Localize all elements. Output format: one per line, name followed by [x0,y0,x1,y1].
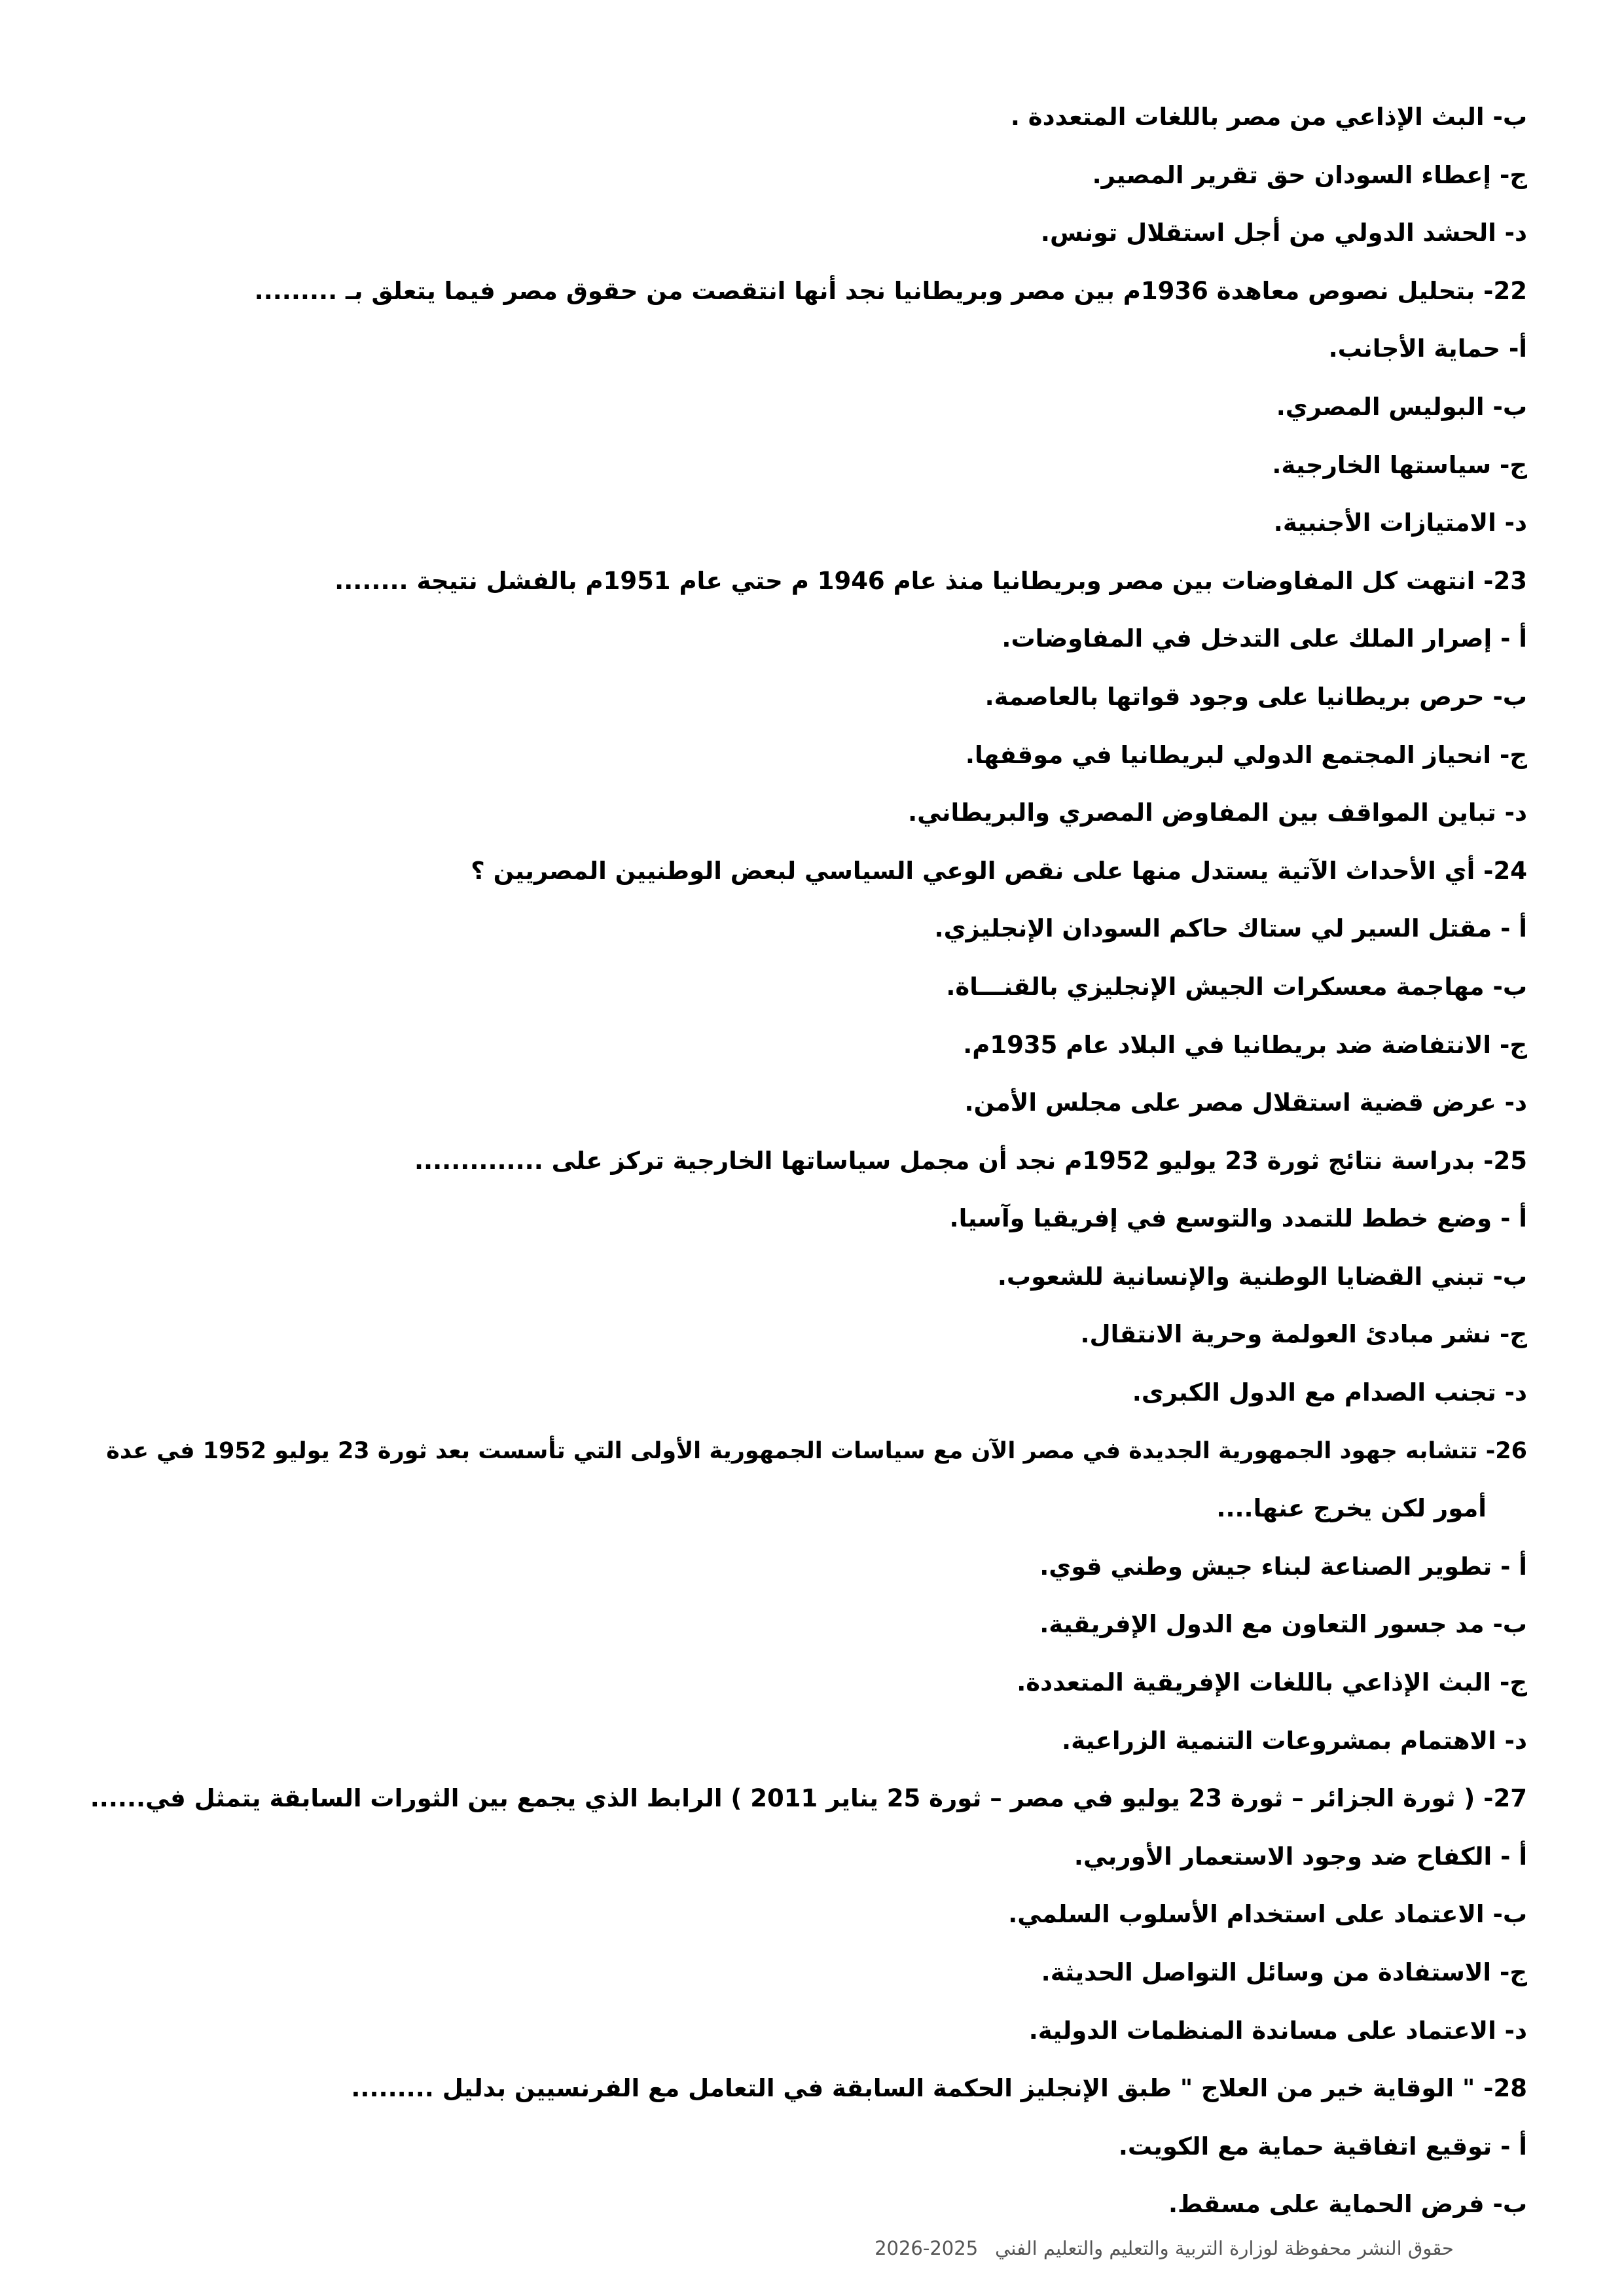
question-24: 24- أي الأحداث الآتية يستدل منها على نقص الوعي السياسي لبعض الوطنيين المصريين ؟ [471,856,1527,885]
option-b: ب- تبني القضايا الوطنية والإنسانية للشعوب. [997,1262,1527,1291]
option-b: ب- البث الإذاعي من مصر باللغات المتعددة . [1010,103,1527,131]
option-a: أ- حماية الأجانب. [1328,334,1527,363]
option-b: ب- فرض الحماية على مسقط. [1168,2190,1527,2219]
exam-page [87,88,1527,2234]
option-d: د- الامتيازات الأجنبية. [1273,509,1527,537]
option-c: ج- الاستفادة من وسائل التواصل الحديثة. [1041,1958,1527,1986]
option-d: د- الاعتماد على مساندة المنظمات الدولية. [1028,2016,1527,2045]
option-c: ج- إعطاء السودان حق تقرير المصير. [1092,160,1527,189]
option-a: أ - إصرار الملك على التدخل في المفاوضات. [1001,624,1527,653]
option-d: د- تباين المواقف بين المفاوض المصري والبريطاني. [908,798,1527,827]
question-26-continuation: أمور لكن يخرج عنها.... [1216,1494,1487,1523]
question-22: 22- بتحليل نصوص معاهدة 1936م بين مصر وبريطانيا نجد أنها انتقصت من حقوق مصر فيما يتعلق بـ ......... [254,276,1527,305]
question-28: 28- " الوقاية خير من العلاج " طبق الإنجليز الحكمة السابقة في التعامل مع الفرنسيين بدليل ......... [351,2074,1527,2103]
option-a: أ - توقيع اتفاقية حماية مع الكويت. [1118,2132,1527,2161]
copyright-text: حقوق النشر محفوظة لوزارة التربية والتعليم والتعليم الفني [995,2237,1454,2259]
option-b: ب- حرص بريطانيا على وجود قواتها بالعاصمة. [984,682,1527,711]
option-b: ب- مهاجمة معسكرات الجيش الإنجليزي بالقنـــاة. [946,972,1527,1001]
option-a: أ - تطوير الصناعة لبناء جيش وطني قوي. [1039,1552,1527,1581]
question-25: 25- بدراسة نتائج ثورة 23 يوليو 1952م نجد أن مجمل سياساتها الخارجية تركز على .............. [414,1146,1527,1175]
option-d: د- الاهتمام بمشروعات التنمية الزراعية. [1062,1726,1527,1755]
academic-year: 2025-2026 [875,2237,979,2259]
option-c: ج- نشر مبادئ العولمة وحرية الانتقال. [1080,1320,1527,1349]
question-26: 26- تتشابه جهود الجمهورية الجديدة في مصر الآن مع سياسات الجمهورية الأولى التي تأسست بعد ثورة 23 يوليو 1952 في عدة [106,1437,1527,1464]
question-23: 23- انتهت كل المفاوضات بين مصر وبريطانيا منذ عام 1946 م حتي عام 1951م بالفشل نتيجة ........ [334,566,1527,595]
option-d: د- عرض قضية استقلال مصر على مجلس الأمن. [964,1088,1527,1117]
option-a: أ - الكفاح ضد وجود الاستعمار الأوربي. [1074,1842,1527,1871]
option-c: ج- البث الإذاعي باللغات الإفريقية المتعددة. [1017,1668,1527,1697]
option-a: أ - وضع خطط للتمدد والتوسع في إفريقيا وآسيا. [949,1204,1527,1233]
option-b: ب- الاعتماد على استخدام الأسلوب السلمي. [1008,1900,1527,1929]
option-c: ج- سياستها الخارجية. [1272,450,1527,479]
option-b: ب- مد جسور التعاون مع الدول الإفريقية. [1039,1610,1527,1639]
option-c: ج- انحياز المجتمع الدولي لبريطانيا في موقفها. [965,740,1527,769]
question-27: 27- ( ثورة الجزائر – ثورة 23 يوليو في مصر – ثورة 25 يناير 2011 ) الرابط الذي يجمع بين الثورات السابقة يتمثل في...... [90,1784,1527,1813]
option-b: ب- البوليس المصري. [1276,392,1527,421]
option-a: أ - مقتل السير لي ستاك حاكم السودان الإنجليزي. [934,914,1527,943]
option-d: د- الحشد الدولي من أجل استقلال تونس. [1040,219,1527,247]
copyright-footer [875,2237,1454,2259]
option-c: ج- الانتفاضة ضد بريطانيا في البلاد عام 1935م. [963,1030,1527,1059]
option-d: د- تجنب الصدام مع الدول الكبرى. [1132,1378,1527,1407]
